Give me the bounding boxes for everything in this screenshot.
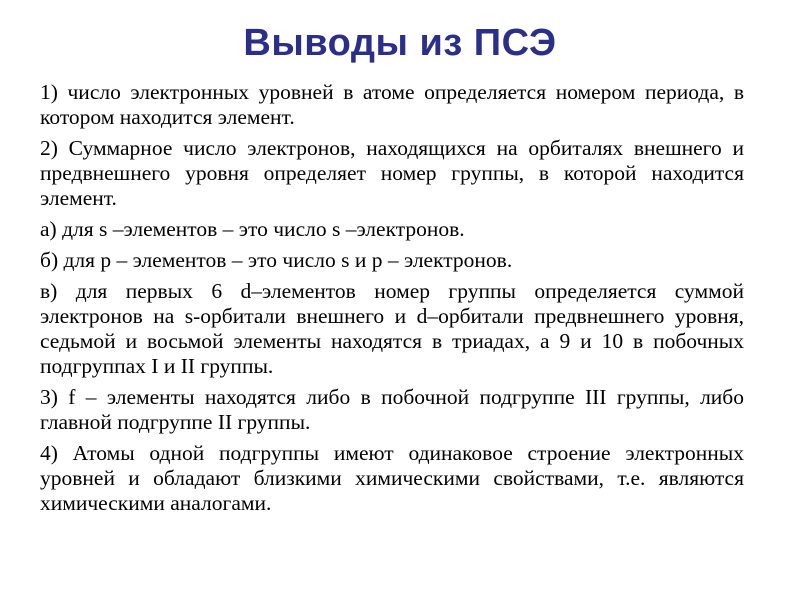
paragraph-p-elements: б) для p – элементов – это число s и p – электронов. — [40, 248, 513, 272]
paragraph-period-rule: 1) число электронных уровней в атоме определяется номером периода, в котором находится элемент. — [40, 80, 744, 129]
paragraph-s-elements: а) для s –элементов – это число s –электронов. — [40, 217, 465, 241]
paragraph-subgroup-analogs: 4) Атомы одной подгруппы имеют одинаковое строение электронных уровней и обладают близкими химическими свойствами, т.е. являются химическими аналогами. — [40, 441, 744, 515]
paragraph-f-elements: 3) f – элементы находятся либо в побочной подгруппе III группы, либо главной подгруппе II группы. — [40, 385, 744, 434]
paragraph-d-elements: в) для первых 6 d–элементов номер группы определяется суммой электронов на s-орбитали внешнего и d–орбитали предвнешнего уровня, седьмой и восьмой элементы находятся в триадах, а 9 и 10 в побочных подгруппах I и II группы. — [40, 279, 744, 378]
slide-body — [40, 80, 744, 522]
slide-title: Выводы из ПСЭ — [243, 22, 557, 64]
paragraph-group-rule: 2) Суммарное число электронов, находящихся на орбиталях внешнего и предвнешнего уровня определяет номер группы, в которой находится элемент. — [40, 136, 744, 210]
